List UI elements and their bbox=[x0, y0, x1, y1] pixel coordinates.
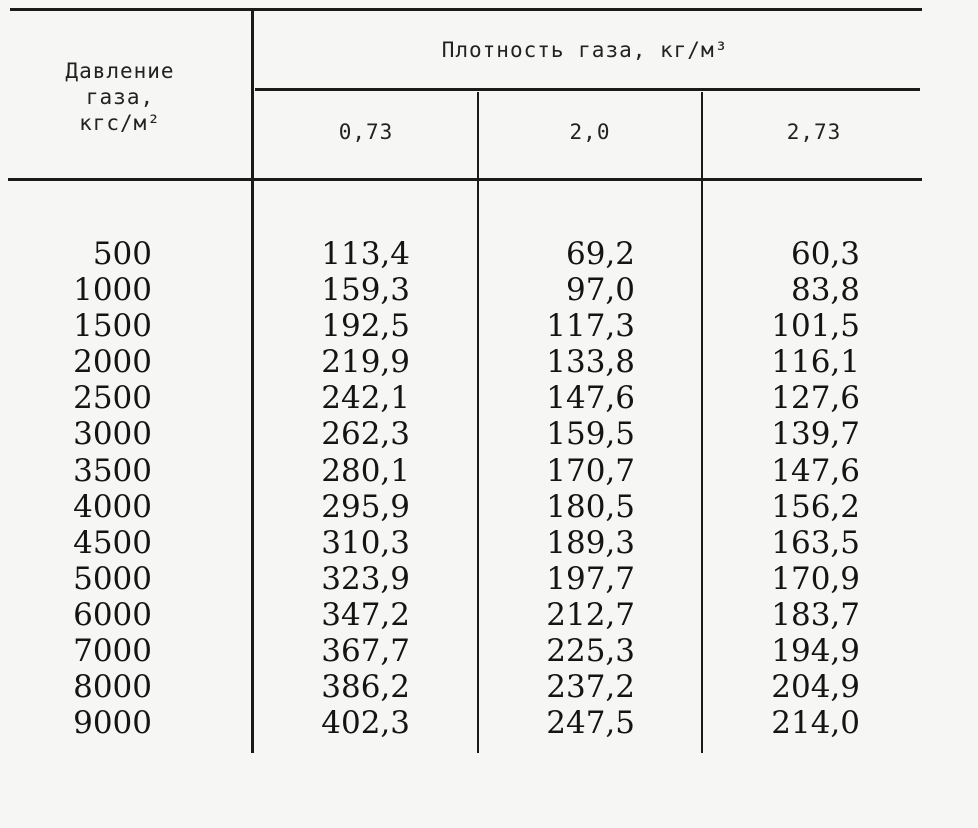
table-cell: 2500 bbox=[73, 380, 152, 417]
table-cell: 212,7 bbox=[546, 596, 635, 633]
table-cell: 347,2 bbox=[321, 596, 410, 633]
table-cell: 402,3 bbox=[321, 705, 410, 742]
vertical-rule-2 bbox=[477, 92, 479, 753]
table-cell: 225,3 bbox=[546, 633, 635, 670]
table-cell: 262,3 bbox=[321, 416, 410, 453]
table-cell: 367,7 bbox=[321, 633, 410, 670]
table-cell: 247,5 bbox=[546, 705, 635, 742]
table-cell: 159,3 bbox=[321, 272, 410, 309]
table-cell: 189,3 bbox=[546, 524, 635, 561]
table-cell: 127,6 bbox=[771, 380, 860, 417]
table-cell: 219,9 bbox=[321, 344, 410, 381]
density-273-column bbox=[740, 236, 860, 741]
table-cell: 280,1 bbox=[321, 452, 410, 489]
density-20-column bbox=[515, 236, 635, 741]
table-cell: 1000 bbox=[73, 272, 152, 309]
table-cell: 183,7 bbox=[771, 596, 860, 633]
table-cell: 180,5 bbox=[546, 488, 635, 525]
pressure-column bbox=[40, 236, 152, 741]
table-cell: 5000 bbox=[73, 560, 152, 597]
table-cell: 8000 bbox=[73, 669, 152, 706]
table-cell: 197,7 bbox=[546, 560, 635, 597]
table-cell: 3000 bbox=[73, 416, 152, 453]
table-cell: 500 bbox=[92, 236, 152, 272]
pressure-header bbox=[20, 58, 220, 136]
table-cell: 97,0 bbox=[565, 272, 635, 309]
table-cell: 323,9 bbox=[321, 560, 410, 597]
vertical-rule-3 bbox=[701, 92, 703, 753]
header-bottom-rule bbox=[8, 178, 922, 181]
table-cell: 116,1 bbox=[771, 344, 860, 381]
table-cell: 310,3 bbox=[321, 524, 410, 561]
table-cell: 139,7 bbox=[771, 416, 860, 453]
table-cell: 9000 bbox=[73, 705, 152, 742]
table-cell: 147,6 bbox=[771, 452, 860, 489]
density-header: Плотность газа, кг/м³ bbox=[441, 38, 729, 62]
table-cell: 194,9 bbox=[771, 633, 860, 670]
table-cell: 237,2 bbox=[546, 669, 635, 706]
table-cell: 147,6 bbox=[546, 380, 635, 417]
table-cell: 163,5 bbox=[771, 524, 860, 561]
density-073-column bbox=[290, 236, 410, 741]
table-cell: 170,9 bbox=[771, 560, 860, 597]
table-cell: 214,0 bbox=[771, 705, 860, 742]
table-cell: 133,8 bbox=[546, 344, 635, 381]
table-cell: 83,8 bbox=[790, 272, 860, 309]
table-cell: 6000 bbox=[73, 596, 152, 633]
header-separator-rule bbox=[255, 88, 920, 91]
density-col-header-3: 2,73 bbox=[786, 120, 842, 144]
table-cell: 101,5 bbox=[771, 308, 860, 345]
table-cell: 7000 bbox=[73, 633, 152, 670]
pressure-header-line-1: Давление bbox=[65, 59, 175, 83]
density-col-header-2: 2,0 bbox=[569, 120, 611, 144]
pressure-header-line-2: газа, bbox=[85, 85, 155, 109]
table-cell: 2000 bbox=[73, 344, 152, 381]
vertical-rule-1 bbox=[251, 10, 254, 753]
table-cell: 170,7 bbox=[546, 452, 635, 489]
top-rule bbox=[10, 8, 922, 11]
table-cell: 156,2 bbox=[771, 488, 860, 525]
table-cell: 4500 bbox=[73, 524, 152, 561]
table-cell: 117,3 bbox=[546, 308, 635, 345]
table-cell: 242,1 bbox=[321, 380, 410, 417]
table-cell: 192,5 bbox=[321, 308, 410, 345]
table-cell: 295,9 bbox=[321, 488, 410, 525]
table-cell: 1500 bbox=[73, 308, 152, 345]
pressure-header-line-3: кгс/м² bbox=[79, 111, 161, 135]
table-cell: 4000 bbox=[73, 488, 152, 525]
table-cell: 386,2 bbox=[321, 669, 410, 706]
table-cell: 3500 bbox=[73, 452, 152, 489]
table-cell: 60,3 bbox=[790, 236, 860, 272]
table-cell: 113,4 bbox=[321, 236, 410, 272]
table-cell: 69,2 bbox=[565, 236, 635, 272]
table-cell: 204,9 bbox=[771, 669, 860, 706]
density-col-header-1: 0,73 bbox=[338, 120, 394, 144]
table-cell: 159,5 bbox=[546, 416, 635, 453]
